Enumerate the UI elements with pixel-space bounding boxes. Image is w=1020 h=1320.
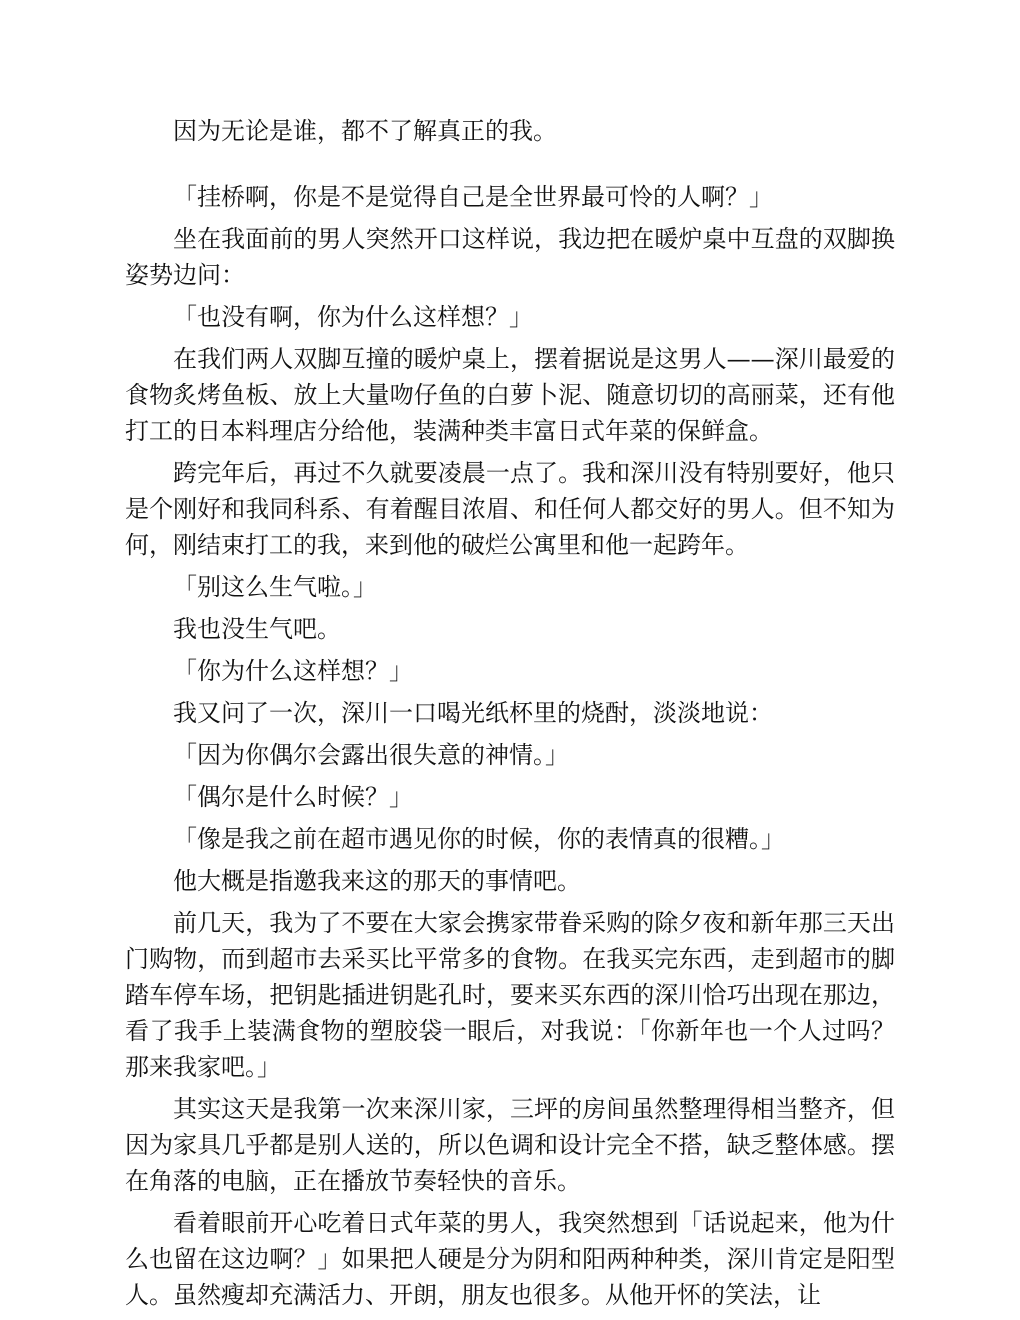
paragraph: 在我们两人双脚互撞的暖炉桌上，摆着据说是这男人——深川最爱的食物炙烤鱼板、放上大量吻仔鱼的白萝卜泥、随意切切的高丽菜，还有他打工的日本料理店分给他，装满种类丰富日式年菜的保鲜盒。 bbox=[125, 345, 895, 445]
paragraph: 坐在我面前的男人突然开口这样说，我边把在暖炉桌中互盘的双脚换姿势边问： bbox=[125, 225, 895, 289]
paragraph: 其实这天是我第一次来深川家，三坪的房间虽然整理得相当整齐，但因为家具几乎都是别人送的，所以色调和设计完全不搭，缺乏整体感。摆在角落的电脑，正在播放节奏轻快的音乐。 bbox=[125, 1095, 895, 1195]
paragraph: 「像是我之前在超市遇见你的时候，你的表情真的很糟。」 bbox=[173, 825, 785, 853]
body-text bbox=[125, 113, 895, 1319]
paragraph: 他大概是指邀我来这的那天的事情吧。 bbox=[173, 867, 581, 895]
paragraph: 「挂桥啊，你是不是觉得自己是全世界最可怜的人啊？」 bbox=[173, 183, 773, 211]
paragraph: 「因为你偶尔会露出很失意的神情。」 bbox=[173, 741, 569, 769]
paragraph: 我也没生气吧。 bbox=[173, 615, 341, 643]
paragraph: 跨完年后，再过不久就要凌晨一点了。我和深川没有特别要好，他只是个刚好和我同科系、有着醒目浓眉、和任何人都交好的男人。但不知为何，刚结束打工的我，来到他的破烂公寓里和他一起跨年。 bbox=[125, 459, 895, 559]
paragraph: 「偶尔是什么时候？」 bbox=[173, 783, 413, 811]
paragraph: 「也没有啊，你为什么这样想？」 bbox=[173, 303, 533, 331]
paragraph: 看着眼前开心吃着日式年菜的男人，我突然想到「话说起来，他为什么也留在这边啊？」如果把人硬是分为阴和阳两种种类，深川肯定是阳型人。虽然瘦却充满活力、开朗，朋友也很多。从他开怀的笑法，让 bbox=[125, 1209, 895, 1309]
paragraph: 前几天，我为了不要在大家会携家带眷采购的除夕夜和新年那三天出门购物，而到超市去采买比平常多的食物。在我买完东西，走到超市的脚踏车停车场，把钥匙插进钥匙孔时，要来买东西的深川恰巧出现在那边，看了我手上装满食物的塑胶袋一眼后，对我说：「你新年也一个人过吗？那来我家吧。」 bbox=[125, 909, 895, 1081]
paragraph: 因为无论是谁，都不了解真正的我。 bbox=[173, 117, 557, 145]
paragraph: 「你为什么这样想？」 bbox=[173, 657, 413, 685]
paragraph: 「别这么生气啦。」 bbox=[173, 573, 377, 601]
paragraph: 我又问了一次，深川一口喝光纸杯里的烧酎，淡淡地说： bbox=[173, 699, 773, 727]
